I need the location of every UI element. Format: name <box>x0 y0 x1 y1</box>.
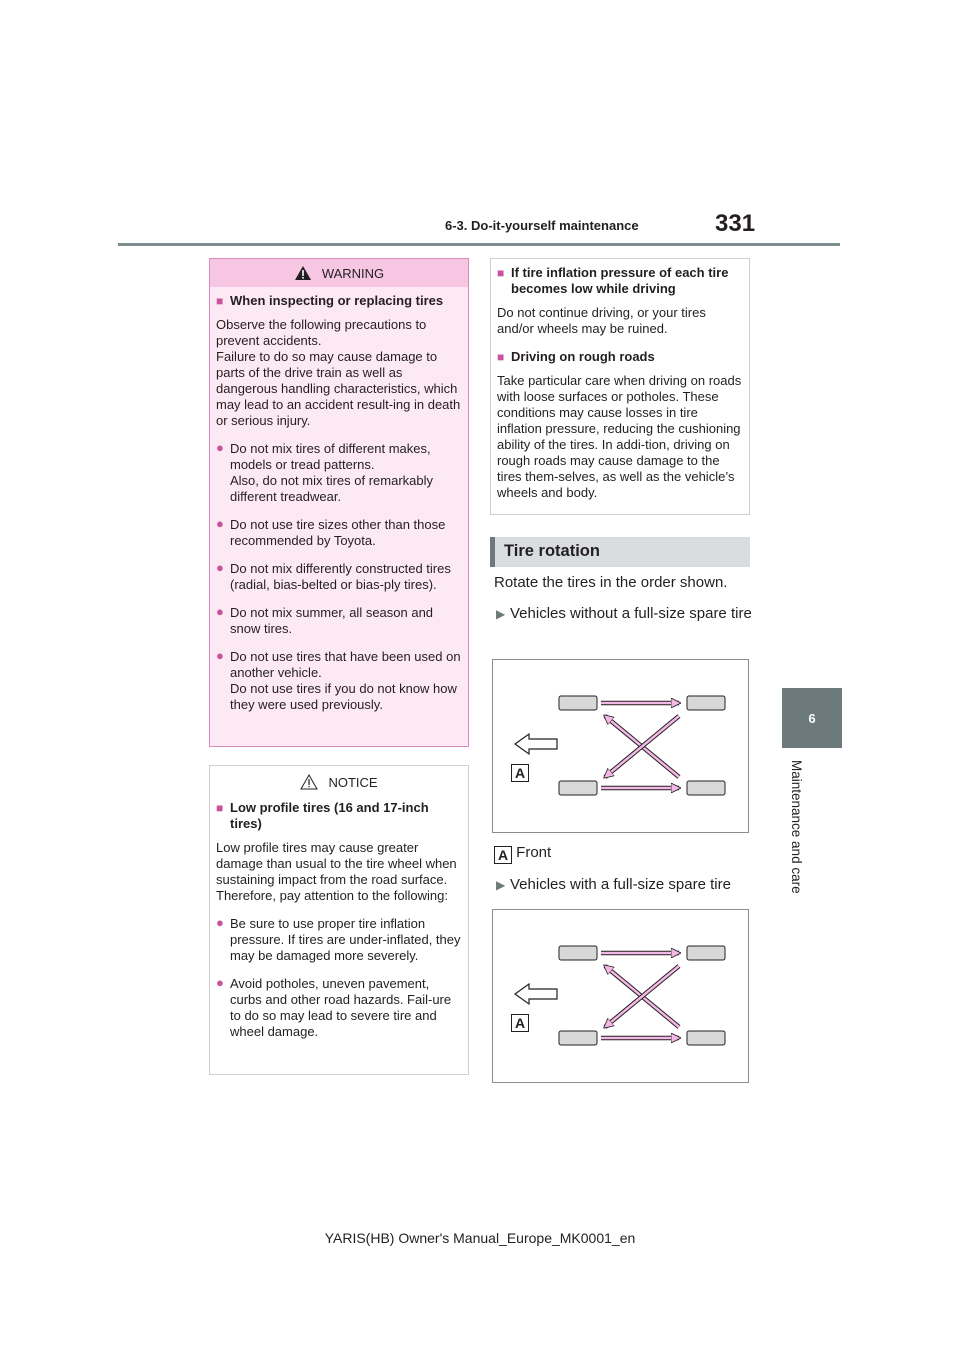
tire-rear-right <box>687 1031 725 1045</box>
page-number: 331 <box>715 210 756 237</box>
tire-rear-left <box>559 781 597 795</box>
chapter-label-text: Maintenance and care <box>789 760 804 894</box>
caution-triangle-icon <box>300 774 318 790</box>
warning-bullet: ● Do not mix summer, all season and snow tires. <box>216 605 462 637</box>
tire-rotation-diagram <box>492 659 749 833</box>
notice-bullet: ● Be sure to use proper tire inflation pressure. If tires are under-inflated, they may be damaged more severely. <box>216 916 462 964</box>
chapter-number: 6 <box>808 710 816 726</box>
section-heading: Tire rotation <box>504 542 600 560</box>
legend-front-text: Front <box>516 844 552 861</box>
list-item <box>496 603 765 625</box>
rotation-diagram-graphic <box>493 660 750 834</box>
triangle-bullet-icon: ▶ <box>496 878 506 892</box>
list-item <box>496 874 765 896</box>
list-item-text: Vehicles with a full-size spare tire <box>510 876 731 893</box>
tire-rotation-diagram <box>492 909 749 1083</box>
warning-triangle-icon <box>294 265 312 281</box>
warning-box <box>209 258 469 747</box>
front-direction-arrow <box>515 734 557 754</box>
rotation-diagram-graphic <box>493 910 750 1084</box>
info-paragraph: Do not continue driving, or your tires and/or wheels may be ruined. <box>497 305 706 336</box>
legend-front <box>494 844 551 864</box>
footer-manual-id: YARIS(HB) Owner's Manual_Europe_MK0001_en <box>324 1230 636 1246</box>
notice-bullet: ● Avoid potholes, uneven pavement, curbs and other road hazards. Fail-ure to do so may lead to severe tire and wheel damage. <box>216 976 462 1040</box>
section-title: 6-3. Do-it-yourself maintenance <box>445 218 639 233</box>
info-box <box>490 258 750 515</box>
triangle-bullet-icon: ▶ <box>496 607 506 621</box>
section-heading-bar <box>490 537 750 567</box>
warning-bullet: ● Do not use tire sizes other than those recommended by Toyota. <box>216 517 462 549</box>
warning-subheading: ■ When inspecting or replacing tires <box>216 293 462 309</box>
warning-bullet: ● Do not use tires that have been used on another vehicle. Do not use tires if you do not know how they were used previously. <box>216 649 462 713</box>
legend-label-a: A <box>494 846 512 864</box>
notice-box <box>209 765 469 1075</box>
tire-front-left <box>559 946 597 960</box>
info-subheading-low-pressure: ■ If tire inflation pressure of each tire becomes low while driving <box>497 265 743 297</box>
chapter-tab[interactable] <box>782 688 842 748</box>
front-direction-arrow <box>515 984 557 1004</box>
notice-header <box>210 768 468 796</box>
rotation-intro: Rotate the tires in the order shown. <box>494 574 728 591</box>
warning-header <box>210 259 468 287</box>
label-a: A <box>511 764 529 782</box>
warning-bullet: ● Do not mix differently constructed tires (radial, bias-belted or bias-ply tires). <box>216 561 462 593</box>
tire-front-left <box>559 696 597 710</box>
info-paragraph: Take particular care when driving on roads with loose surfaces or potholes. These conditions may cause losses in tire inflation pressure, reducing the cushioning ability of the tires. In addi-tion, driving on rough roads may cause damage to the tires them-selves, as well as the vehicle’s wheels and body. <box>497 373 742 500</box>
tire-rear-left <box>559 1031 597 1045</box>
tire-rear-right <box>687 781 725 795</box>
section-accent <box>490 537 495 567</box>
list-item-text: Vehicles without a full-size spare tire <box>510 605 752 622</box>
notice-title: NOTICE <box>328 774 378 790</box>
notice-intro: Low profile tires may cause greater damage than usual to the tire wheel when sustaining impact from the road surface. Therefore, pay attention to the following: <box>216 840 457 903</box>
chapter-tab-label <box>788 760 808 920</box>
warning-intro: Observe the following precautions to prevent accidents. Failure to do so may cause damage to parts of the drive train as well as dangerous handling characteristics, which may lead to an accident result-ing in death or serious injury. <box>216 317 461 428</box>
warning-bullet: ● Do not mix tires of different makes, models or tread patterns. Also, do not mix tires of remarkably different treadwear. <box>216 441 462 505</box>
header-divider <box>118 243 840 246</box>
notice-subheading: ■ Low profile tires (16 and 17-inch tires) <box>216 800 462 832</box>
tire-front-right <box>687 696 725 710</box>
tire-front-right <box>687 946 725 960</box>
info-subheading-rough-roads: ■ Driving on rough roads <box>497 349 743 365</box>
label-a: A <box>511 1014 529 1032</box>
warning-title: WARNING <box>321 265 385 281</box>
